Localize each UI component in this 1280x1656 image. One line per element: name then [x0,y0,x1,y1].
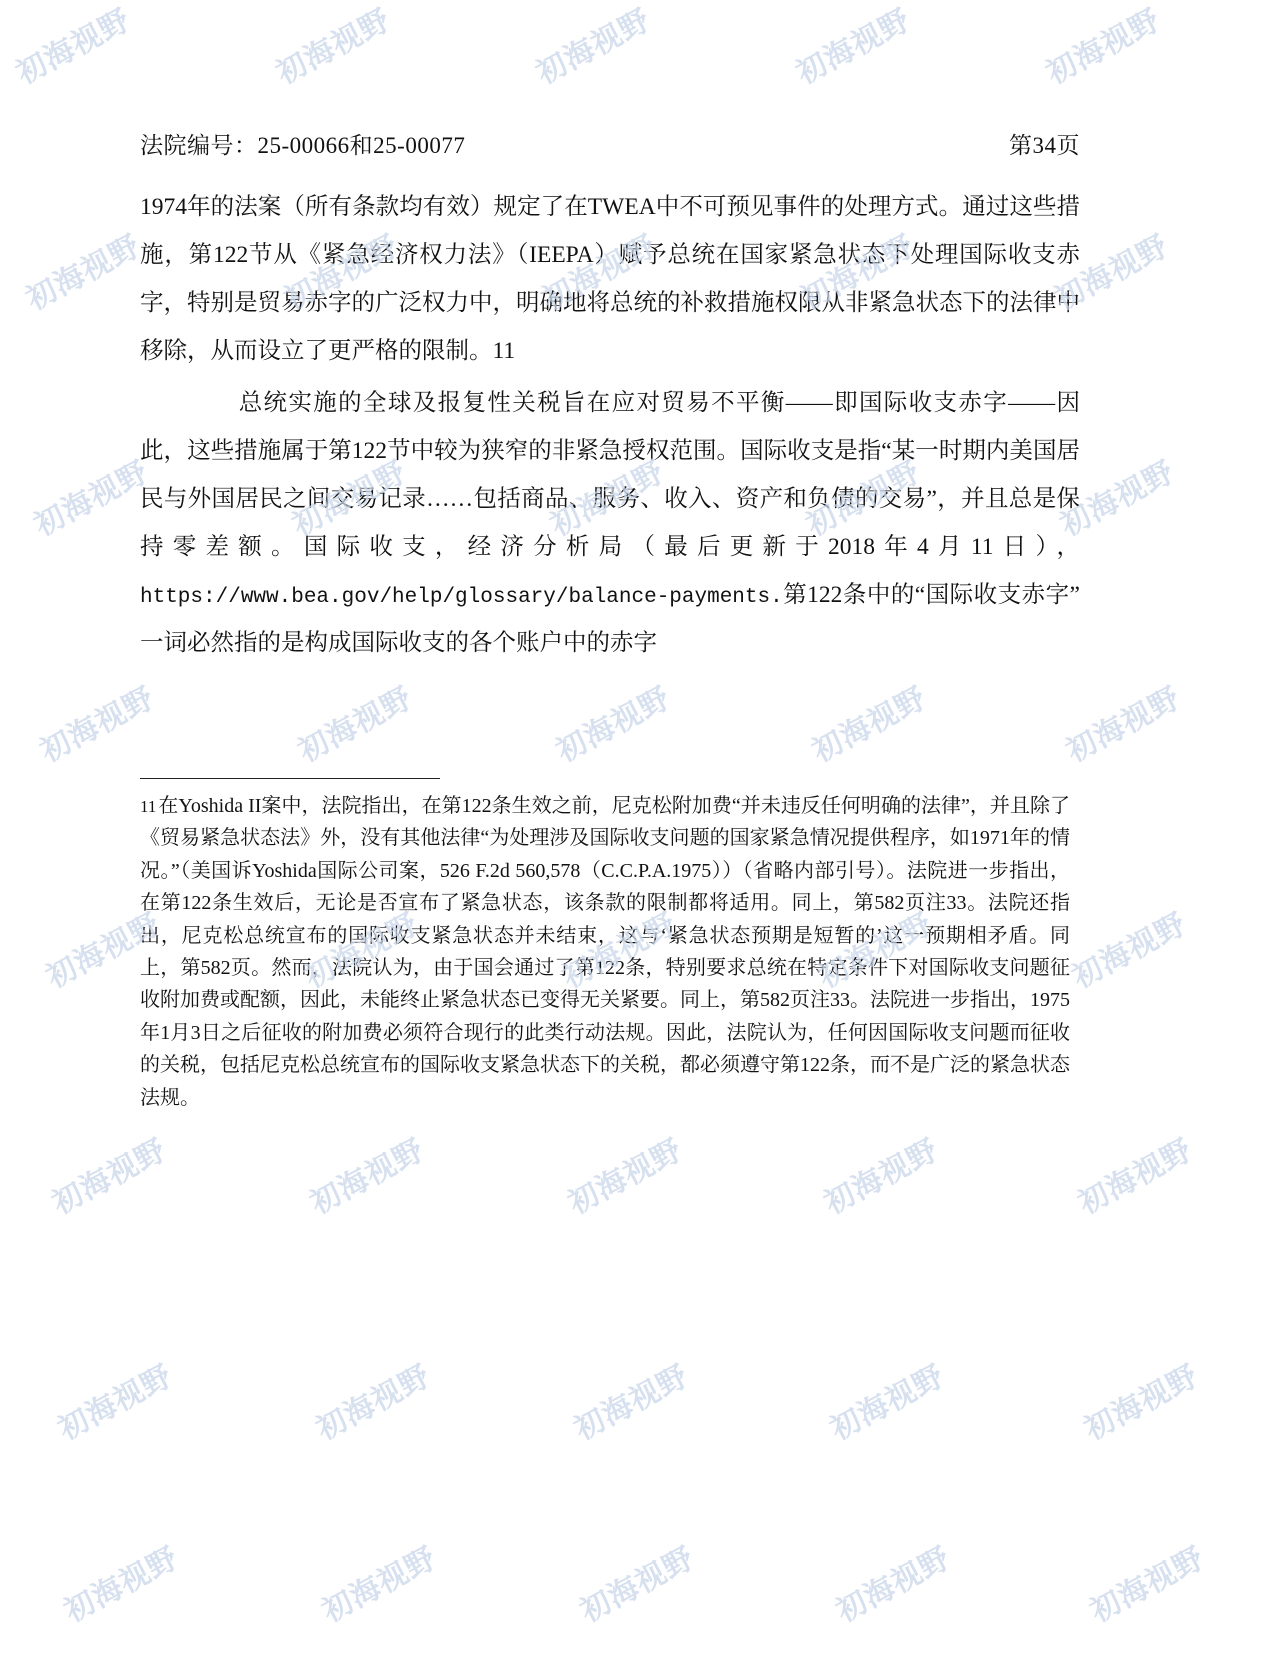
watermark: 初海视野 [791,3,917,91]
watermark: 初海视野 [1085,1541,1211,1629]
watermark: 初海视野 [813,907,939,995]
watermark: 初海视野 [801,455,927,543]
watermark: 初海视野 [575,1541,701,1629]
watermark: 初海视野 [819,1133,945,1221]
watermark: 初海视野 [1079,1359,1205,1447]
watermark: 初海视野 [531,3,657,91]
watermark: 初海视野 [807,681,933,769]
watermark: 初海视野 [1041,3,1167,91]
watermark: 初海视野 [1055,455,1181,543]
watermark: 初海视野 [569,1359,695,1447]
bea-url-part-1: https://www.bea. [140,585,342,609]
page-number: 第34页 [1009,133,1080,158]
watermark: 初海视野 [35,681,161,769]
watermark: 初海视野 [1049,229,1175,317]
document-content [140,130,1080,672]
watermark: 初海视野 [287,455,413,543]
paragraph-2-text: 总统实施的全球及报复性关税旨在应对贸易不平衡——即国际收支赤字——因此，这些措施属于第122节中较为狭窄的非紧急授权范围。国际收支是指“某一时期内美国居民与外国居民之间交易记录……包括商品、服务、收入、资产和负债的交易”，并且总是保持零差额。国际收支，经济分析局（最后更新于2018年4月11日）， [140,389,1080,560]
footnote-11 [140,790,1070,1114]
watermark: 初海视野 [545,455,671,543]
watermark: 初海视野 [271,3,397,91]
watermark: 初海视野 [795,229,921,317]
watermark: 初海视野 [53,1359,179,1447]
bea-url-part-2: gov/help/glossary/balance-payments. [341,585,783,609]
watermark: 初海视野 [41,907,167,995]
watermark: 初海视野 [1067,907,1193,995]
watermark: 初海视野 [563,1133,689,1221]
footnote-number: 11 [140,797,157,816]
watermark: 初海视野 [831,1541,957,1629]
watermark: 初海视野 [11,3,137,91]
paragraph-1: 1974年的法案（所有条款均有效）规定了在TWEA中不可预见事件的处理方式。通过这些措施，第122节从《紧急经济权力法》（IEEPA）赋予总统在国家紧急状态下处理国际收支赤字，特别是贸易赤字的广泛权力中，明确地将总统的补救措施权限从非紧急状态下的法律中移除，从而设立了更严格的限制。11 [140,194,1080,364]
paragraph-2 [140,380,1080,668]
watermark: 初海视野 [825,1359,951,1447]
watermark: 初海视野 [47,1133,173,1221]
watermark: 初海视野 [557,907,683,995]
watermark: 初海视野 [29,455,155,543]
watermark: 初海视野 [1061,681,1187,769]
watermark: 初海视野 [59,1541,185,1629]
watermark: 初海视野 [1073,1133,1199,1221]
watermark: 初海视野 [299,907,425,995]
footnote-text: 在Yoshida II案中，法院指出，在第122条生效之前，尼克松附加费“并未违反任何明确的法律”，并且除了《贸易紧急状态法》外，没有其他法律“为处理涉及国际收支问题的国家紧急情况提供程序，如1971年的情况。”（美国诉Yoshida国际公司案，526 F.2d 560,578（C.C.P.A.1975））（省略内部引号）。法院进一步指出，在第122条生效后，无论是否宣布了紧急状态，该条款的限制都将适用。同上，第582页注33。法院还指出，尼克松总统宣布的国际收支紧急状态并未结束，这与‘紧急状态预期是短暂的’这一预期相矛盾。同上，第582页。然而，法院认为，由于国会通过了第122条，特别要求总统在特定条件下对国际收支问题征收附加费或配额，因此，未能终止紧急状态已变得无关紧要。同上，第582页注33。法院进一步指出，1975年1月3日之后征收的附加费必须符合现行的此类行动法规。因此，法院认为，任何因国际收支问题而征收的关税，包括尼克松总统宣布的国际收支紧急状态下的关税，都必须遵守第122条，而不是广泛的紧急状态法规。 [140,795,1070,1109]
paragraph-2-tail: 第122条中的“国际收支赤字”一词必然指的是构成国际收支的各个账户中的赤字 [140,581,1080,656]
watermark: 初海视野 [311,1359,437,1447]
case-number: 法院编号：25-00066和25-00077 [140,133,466,158]
watermark: 初海视野 [305,1133,431,1221]
watermark: 初海视野 [279,229,405,317]
watermark: 初海视野 [293,681,419,769]
watermark: 初海视野 [537,229,663,317]
watermark: 初海视野 [317,1541,443,1629]
page-header [140,130,1080,162]
watermark: 初海视野 [551,681,677,769]
watermark: 初海视野 [21,229,147,317]
footnote-separator [140,778,440,779]
